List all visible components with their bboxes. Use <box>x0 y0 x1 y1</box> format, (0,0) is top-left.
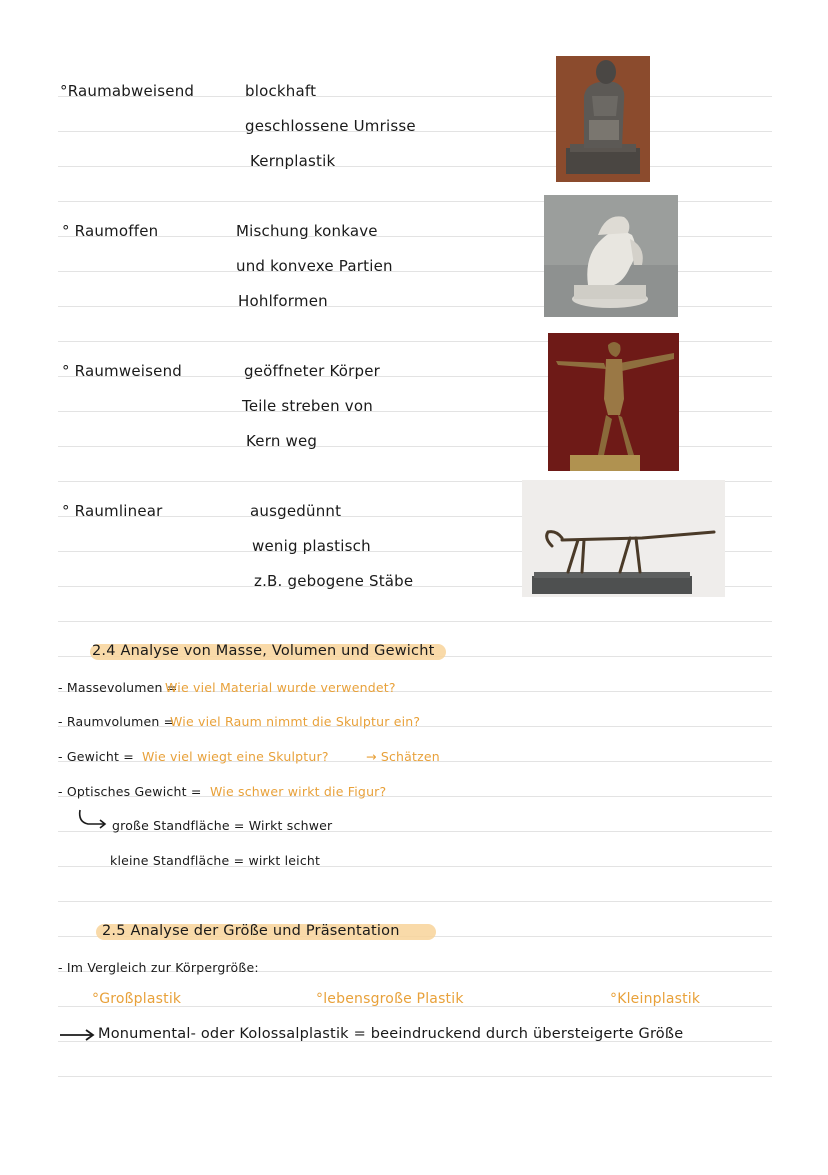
term-raumabweisend: °Raumabweisend <box>60 82 195 100</box>
description-line: z.B. gebogene Stäbe <box>254 572 414 590</box>
description-line: geschlossene Umrisse <box>245 117 416 135</box>
item-answer: Wie viel Raum nimmt die Skulptur ein? <box>170 714 421 729</box>
right-arrow-icon <box>58 1028 96 1042</box>
description-line: Teile streben von <box>242 397 373 415</box>
ruled-line <box>58 166 772 167</box>
section-heading-masse: 2.4 Analyse von Masse, Volumen und Gewicht <box>92 643 435 659</box>
term-raumoffen: ° Raumoffen <box>62 222 159 240</box>
item-answer: Wie viel Material wurde verwendet? <box>165 680 396 695</box>
ruled-line <box>58 621 772 622</box>
item-label: - Gewicht = <box>58 749 134 764</box>
size-type-grossplastik: °Großplastik <box>92 991 182 1007</box>
item-label: - Raumvolumen = <box>58 714 175 729</box>
description-line: Hohlformen <box>238 292 328 310</box>
sculpture-photo-block-statue <box>556 56 650 182</box>
sculpture-photo-thin-dog <box>522 480 725 597</box>
conclusion-line: Monumental- oder Kolossalplastik = beeindruckend durch übersteigerte Größe <box>98 1026 684 1042</box>
ruled-line <box>58 1076 772 1077</box>
description-line: Mischung konkave <box>236 222 378 240</box>
ruled-line <box>58 901 772 902</box>
size-type-kleinplastik: °Kleinplastik <box>610 991 701 1007</box>
item-answer: Wie viel wiegt eine Skulptur? <box>142 749 329 764</box>
description-line: Kern weg <box>246 432 318 450</box>
intro-line: - Im Vergleich zur Körpergröße: <box>58 960 259 975</box>
description-line: blockhaft <box>245 82 317 100</box>
section-heading-groesse: 2.5 Analyse der Größe und Präsentation <box>102 923 400 939</box>
item-label: - Optisches Gewicht = <box>58 784 202 799</box>
sub-point: große Standfläche = Wirkt schwer <box>112 818 333 833</box>
term-raumweisend: ° Raumweisend <box>62 362 183 380</box>
term-raumlinear: ° Raumlinear <box>62 502 163 520</box>
sculpture-photo-marble-figure <box>544 195 678 317</box>
description-line: Kernplastik <box>250 152 336 170</box>
description-line: wenig plastisch <box>252 537 371 555</box>
item-extra: → Schätzen <box>366 749 440 764</box>
sub-point: kleine Standfläche = wirkt leicht <box>110 853 321 868</box>
description-line: und konvexe Partien <box>236 257 393 275</box>
curved-arrow-icon <box>76 808 110 830</box>
item-answer: Wie schwer wirkt die Figur? <box>210 784 387 799</box>
description-line: geöffneter Körper <box>244 362 381 380</box>
description-line: ausgedünnt <box>250 502 342 520</box>
size-type-lebensgross: °lebensgroße Plastik <box>316 991 464 1007</box>
sculpture-photo-bronze-figure <box>548 333 679 471</box>
item-label: - Massevolumen = <box>58 680 178 695</box>
